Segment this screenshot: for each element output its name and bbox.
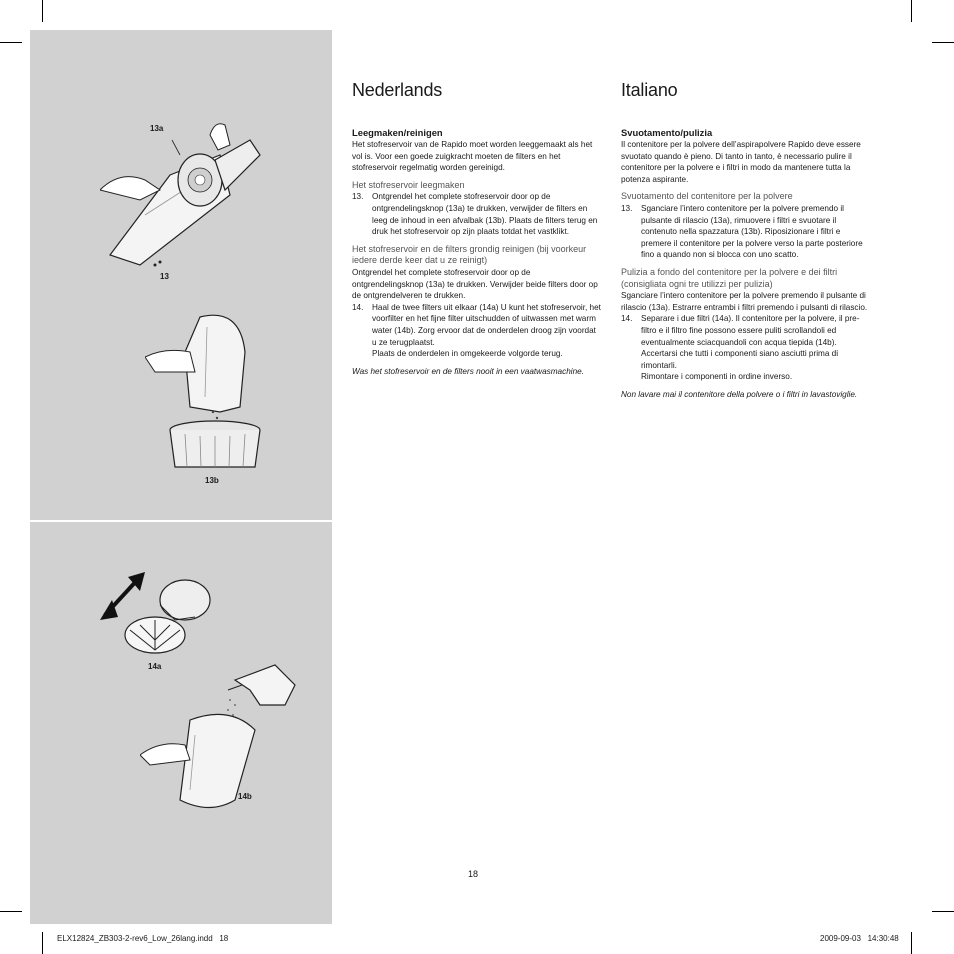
subsection-heading: Het stofreservoir en de filters grondig reinigen (bij voorkeur iedere derde keer dat u ze reinigt) — [352, 243, 587, 266]
note-text: Non lavare mai il contenitore della polvere o i filtri in lavastoviglie. — [621, 389, 858, 399]
note-text: Was het stofreservoir en de filters nooit in een vaatwasmachine. — [352, 366, 584, 376]
column-italian — [621, 80, 871, 400]
step-text: Sganciare l’intero contenitore per la polvere premendo il pulsante di rilascio (13a), rimuovere i filtri e svuotare il contenuto nella spazzatura (13b). Riposizionare i filtri e premere il contenitore per la polvere verso la parte posteriore fino a quando non si blocca con uno scatto. — [641, 203, 863, 260]
subsection-heading: Het stofreservoir leegmaken — [352, 179, 465, 190]
subsection-body: Sganciare l’intero contenitore per la polvere premendo il pulsante di rilascio (13a). Estrarre entrambi i filtri premendo i pulsanti di rilascio. — [621, 291, 868, 312]
figure-label: 13b — [205, 476, 219, 485]
crop-mark — [0, 42, 22, 43]
step-text: Rimontare i componenti in ordine inverso. — [641, 372, 793, 382]
section-body: Het stofreservoir van de Rapido moet worden leeggemaakt als het vol is. Voor een goede zuigkracht moeten de filters en het stofreservoir regelmatig worden gereinigd. — [352, 140, 593, 173]
footer-timestamp: 2009-09-03 14:30:48 — [820, 934, 899, 943]
footer-filename: ELX12824_ZB303-2-rev6_Low_26lang.indd 18 — [57, 934, 229, 943]
crop-mark — [0, 911, 22, 912]
subsection-heading: Pulizia a fondo del contenitore per la polvere e dei filtri (consigliata ogni tre utilizzi per pulizia) — [621, 266, 838, 289]
crop-mark — [42, 932, 43, 954]
figure-label: 14a — [148, 662, 162, 671]
step-number: 13. — [352, 192, 364, 202]
language-title: Nederlands — [352, 80, 443, 100]
section-heading: Svuotamento/pulizia — [621, 127, 713, 138]
crop-mark — [42, 0, 43, 22]
column-dutch — [352, 80, 602, 377]
figure-label: 14b — [238, 792, 252, 801]
subsection-body: Ontgrendel het complete stofreservoir door op de ontgrendelingsknop (13a) te drukken. Verwijder beide filters door op de ontgrendelveren te drukken. — [352, 267, 598, 301]
subsection-heading: Svuotamento del contenitore per la polvere — [621, 191, 793, 202]
page-number: 18 — [468, 869, 479, 879]
crop-mark — [911, 0, 912, 22]
language-title: Italiano — [621, 80, 678, 100]
step-text: Separare i due filtri (14a). Il contenitore per la polvere, il pre-filtro e il filtro fine possono essere puliti scrollandoli ed eventualmente sciacquandoli con acqua tiepida (14b). Accertarsi che tutti i componenti siano asciutti prima di rimontarli. — [641, 314, 860, 370]
step-number: 14. — [352, 302, 364, 312]
section-heading: Leegmaken/reinigen — [352, 127, 443, 138]
step-item — [352, 191, 602, 237]
step-item — [621, 313, 871, 383]
step-text: Haal de twee filters uit elkaar (14a) U kunt het stofreservoir, het voorfilter en het fijne filter uitschudden of uitwassen met warm water (14b). Zorg ervoor dat de onderdelen droog zijn voordat u ze terugplaatst. — [372, 302, 601, 347]
figure-14b-illustration — [140, 660, 305, 820]
crop-mark — [932, 911, 954, 912]
step-text: Ontgrendel het complete stofreservoir door op de ontgrendelingsknop (13a) te drukken, verwijder de filters en leeg de inhoud in een afvalbak (13b). Plaats de filters terug en druk het stofreservoir op zijn plaats totdat het vastklikt. — [372, 192, 598, 237]
crop-mark — [911, 932, 912, 954]
figure-label: 13 — [160, 272, 169, 281]
crop-mark — [932, 42, 954, 43]
step-number: 14. — [621, 314, 633, 324]
figure-label: 13a — [150, 124, 164, 133]
step-item — [352, 302, 602, 360]
figure-13-illustration — [100, 115, 270, 285]
section-body: Il contenitore per la polvere dell’aspirapolvere Rapido deve essere svuotato quando è pieno. Di tanto in tanto, è necessario pulire il contenitore per la polvere e i filtri in modo da mantenere tutta la potenza aspirante. — [621, 140, 861, 184]
step-number: 13. — [621, 203, 633, 213]
figure-14a-illustration — [100, 565, 220, 665]
step-item — [621, 203, 871, 261]
step-text: Plaats de onderdelen in omgekeerde volgorde terug. — [372, 349, 563, 359]
figure-13b-illustration — [145, 312, 275, 470]
